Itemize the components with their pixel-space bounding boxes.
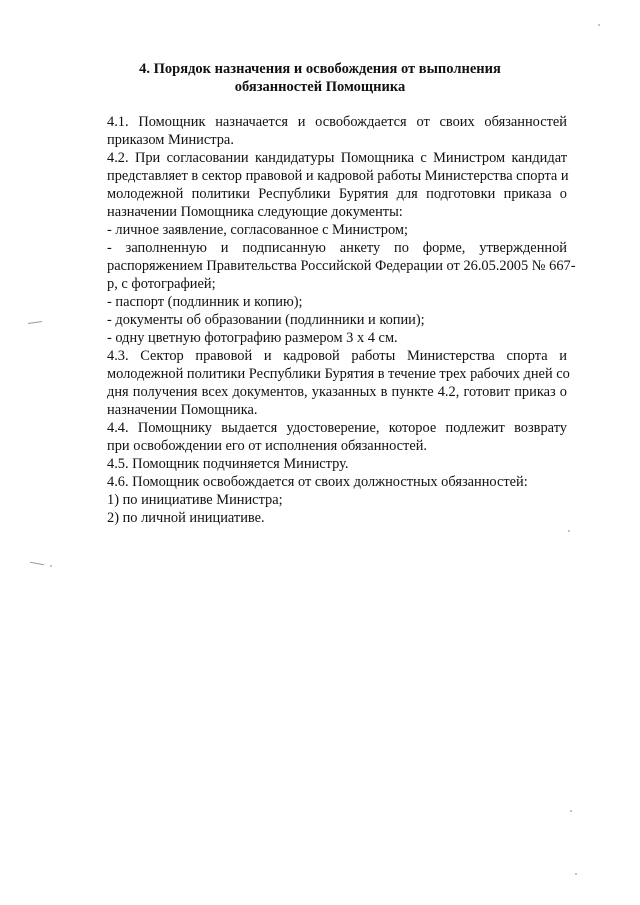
scan-speck [50, 565, 52, 567]
paragraph-line: молодежной политики Республики Бурятия для подготовки приказа о [107, 186, 567, 202]
list-item: 2) по личной инициативе. [107, 510, 265, 526]
paragraph-line: р, с фотографией; [107, 276, 216, 292]
paragraph-line: 4.2. При согласовании кандидатуры Помощника с Министром кандидат [107, 150, 567, 166]
paragraph-line: распоряжением Правительства Российской Федерации от 26.05.2005 № 667- [107, 258, 576, 274]
section-heading-line-1: 4. Порядок назначения и освобождения от выполнения [139, 61, 501, 77]
paragraph-line: 4.1. Помощник назначается и освобождается от своих обязанностей [107, 114, 567, 130]
paragraph-line: 4.4. Помощнику выдается удостоверение, которое подлежит возврату [107, 420, 567, 436]
paragraph-line: дня получения всех документов, указанных в пункте 4.2, готовит приказ о [107, 384, 567, 400]
list-item: - документы об образовании (подлинники и копии); [107, 312, 425, 328]
paragraph-line: 4.3. Сектор правовой и кадровой работы Министерства спорта и [107, 348, 567, 364]
list-item: 1) по инициативе Министра; [107, 492, 283, 508]
paragraph-line: 4.5. Помощник подчиняется Министру. [107, 456, 349, 472]
paragraph-line: назначении Помощника. [107, 402, 258, 418]
section-heading-line-2: обязанностей Помощника [234, 79, 406, 95]
paragraph-line: представляет в сектор правовой и кадровой работы Министерства спорта и [107, 168, 569, 184]
paragraph-line: при освобождении его от исполнения обязанностей. [107, 438, 428, 454]
list-item: - личное заявление, согласованное с Министром; [107, 222, 409, 238]
paragraph-line: приказом Министра. [107, 132, 234, 148]
paragraph-line: 4.6. Помощник освобождается от своих должностных обязанностей: [107, 474, 528, 490]
scan-mark [30, 562, 44, 565]
list-item: - одну цветную фотографию размером 3 х 4 см. [107, 330, 398, 346]
scan-mark [28, 321, 42, 324]
list-item: - заполненную и подписанную анкету по форме, утвержденной [107, 240, 567, 256]
scan-speck [575, 873, 577, 875]
paragraph-line: назначении Помощника следующие документы: [107, 204, 403, 220]
list-item: - паспорт (подлинник и копию); [107, 294, 303, 310]
paragraph-line: молодежной политики Республики Бурятия в течение трех рабочих дней со [107, 366, 570, 382]
scan-speck [598, 24, 600, 26]
scan-speck [568, 530, 570, 532]
scan-speck [570, 810, 572, 812]
